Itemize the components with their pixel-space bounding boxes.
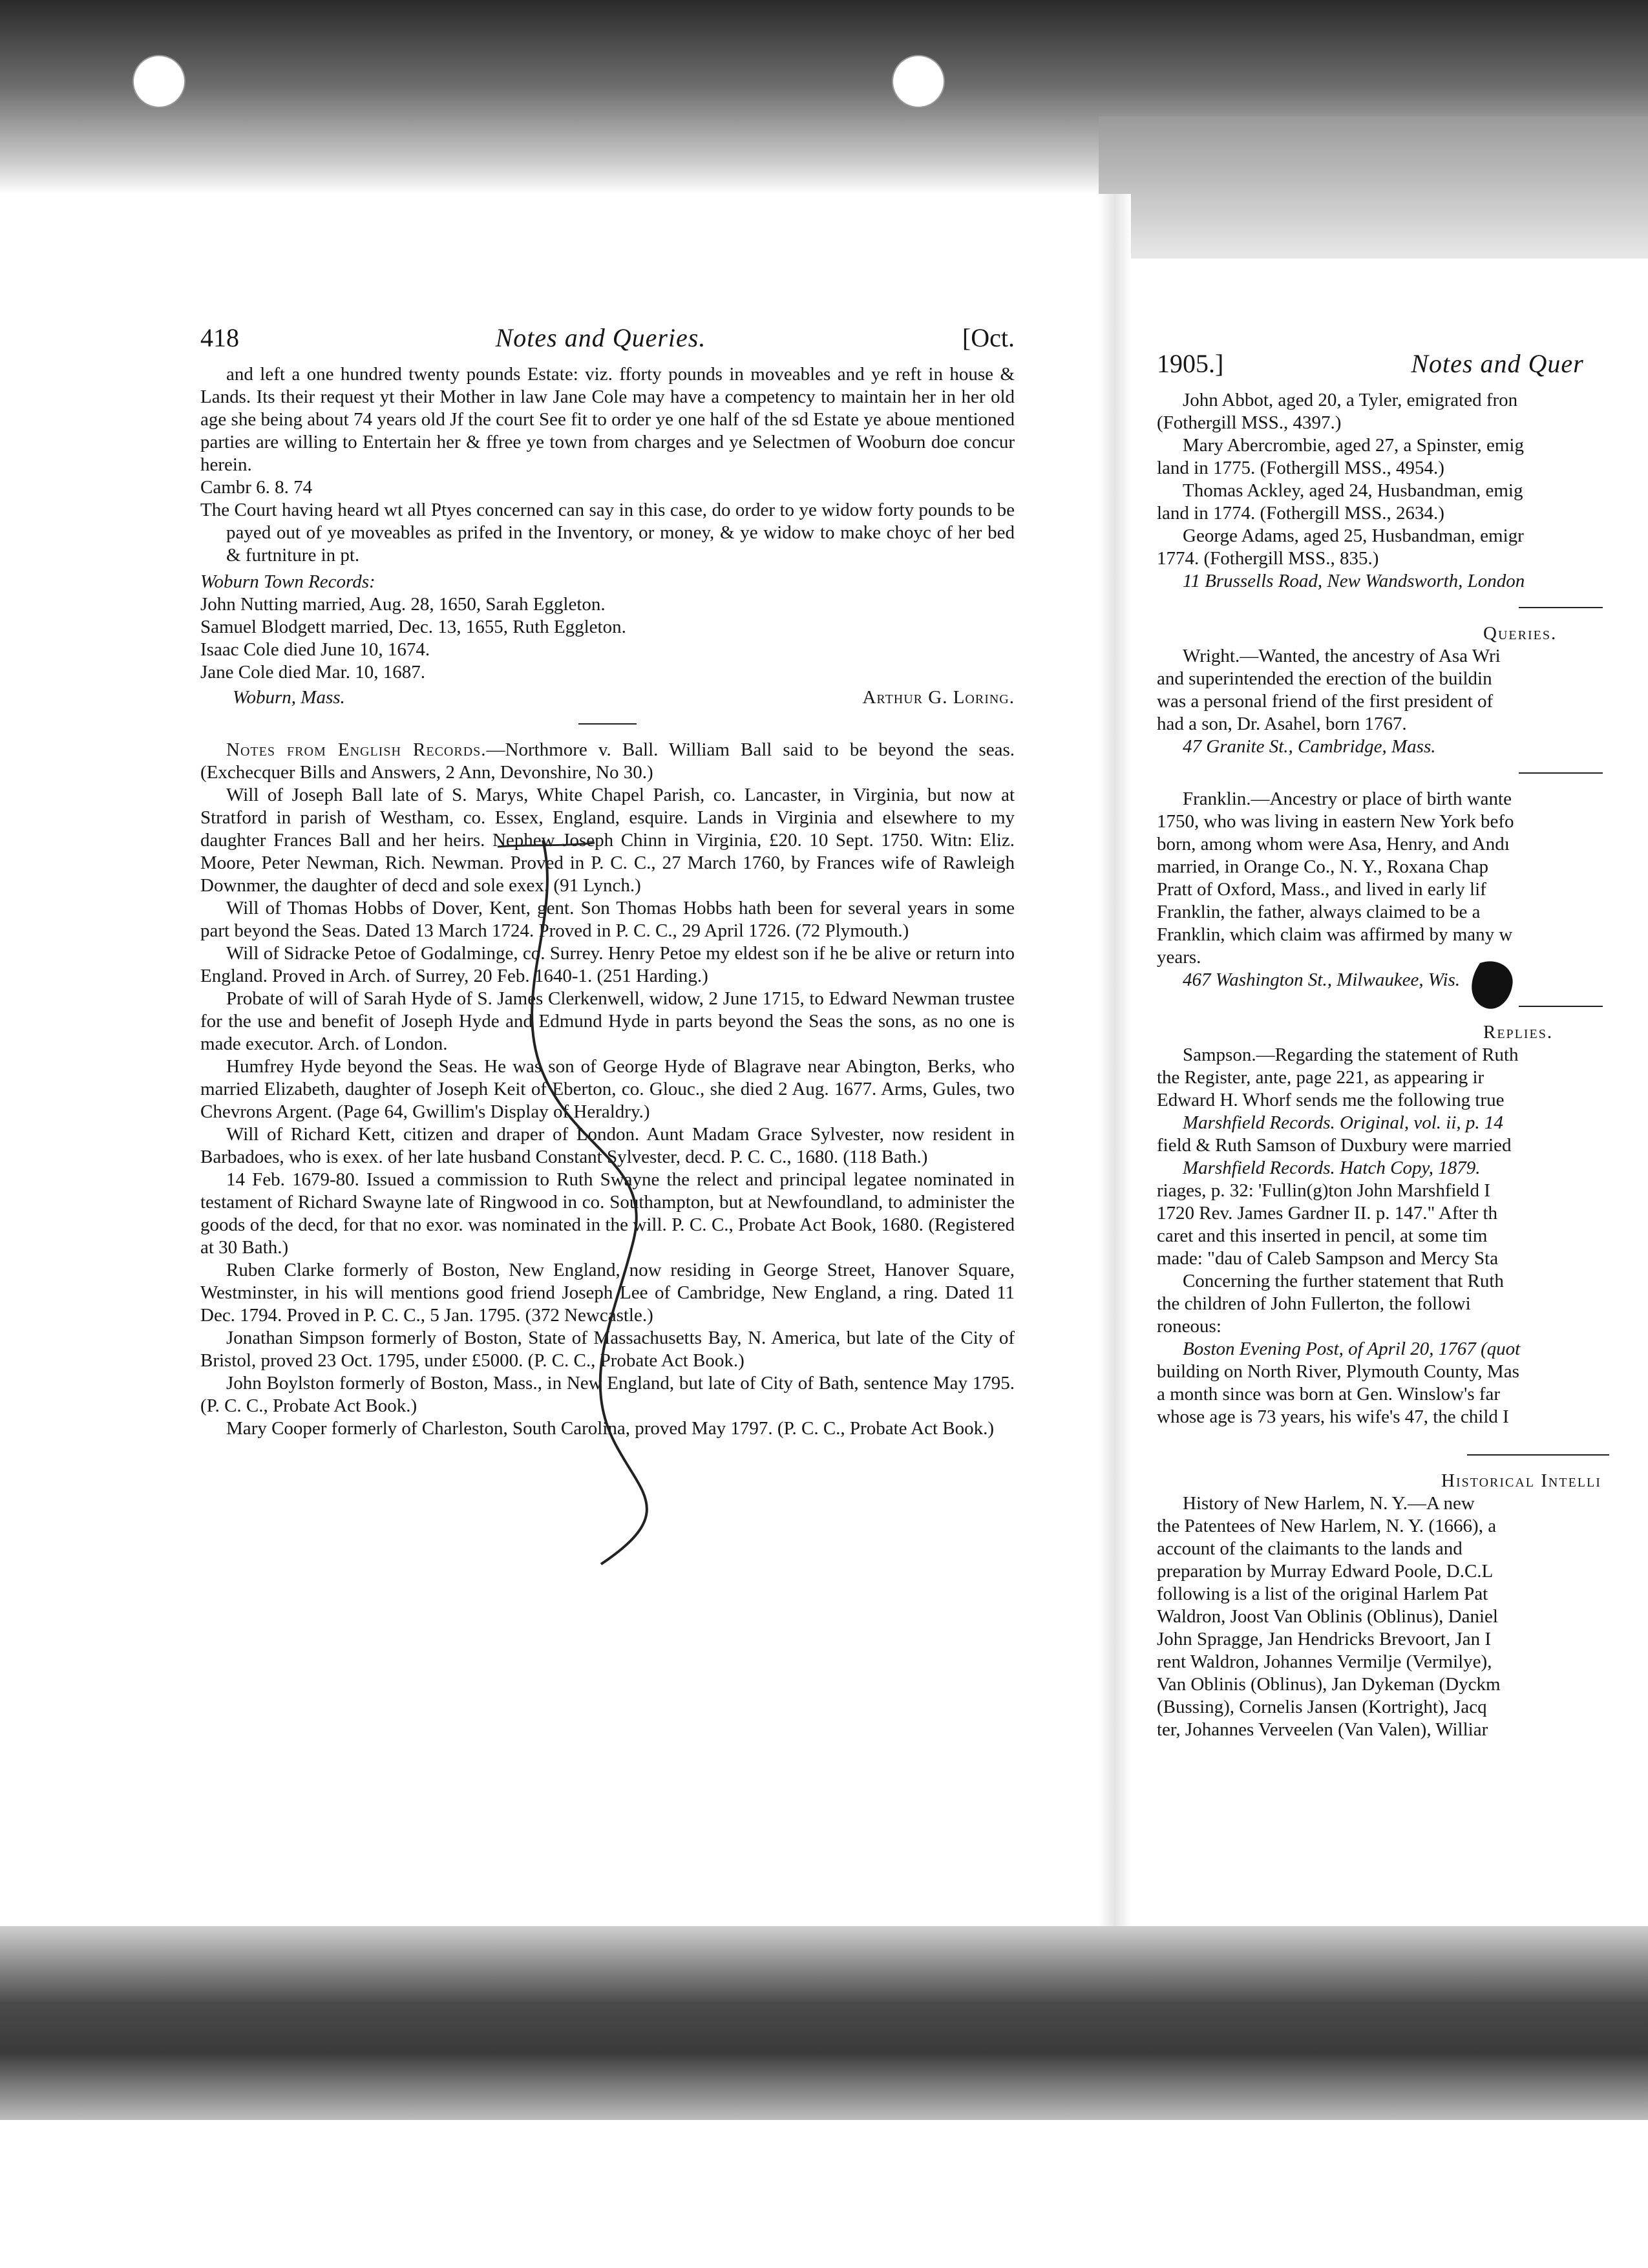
town-record: Samuel Blodgett married, Dec. 13, 1655, Ruth Eggleton. bbox=[200, 617, 626, 637]
replies-heading: Replies. bbox=[1483, 1022, 1554, 1043]
query-line: was a personal friend of the first president of bbox=[1157, 691, 1494, 712]
reply-line: riages, p. 32: 'Fullin(g)ton John Marshfield I bbox=[1157, 1180, 1490, 1201]
section-divider bbox=[1519, 1006, 1603, 1007]
right-page-year: 1905.] bbox=[1157, 352, 1224, 378]
town-record: Jane Cole died Mar. 10, 1687. bbox=[200, 662, 425, 683]
signature-place: Woburn, Mass. bbox=[233, 687, 345, 708]
reply-line: made: "dau of Caleb Sampson and Mercy Sta bbox=[1157, 1248, 1499, 1269]
english-records-first-entry: —Northmore v. Ball. William Ball said to be beyond the seas. (Exchecquer Bills and Answers, 2 Ann, Devonshire, No 30.) bbox=[200, 739, 1015, 783]
query-line: had a son, Dr. Asahel, born 1767. bbox=[1157, 714, 1407, 734]
history-line: John Spragge, Jan Hendricks Brevoort, Jan I bbox=[1157, 1629, 1492, 1649]
pen-annotation-stroke bbox=[485, 827, 756, 1571]
reply-line: caret and this inserted in pencil, at some tim bbox=[1157, 1225, 1488, 1246]
section-divider bbox=[1519, 607, 1603, 608]
emigrant-line: land in 1774. (Fothergill MSS., 2634.) bbox=[1157, 503, 1444, 524]
reply-line: the Register, ante, page 221, as appearing ir bbox=[1157, 1067, 1484, 1088]
record-entry: 14 Feb. 1679-80. Issued a commission to Ruth Swayne the relect and principal legatee nominated in testament of Richard Swayne late of Ringwood in co. Southampton, but at Newfoundland, to administer the goods of the decd, for that no exor. was nominated in the will. P. C. C., Probate Act Book, 1680. (Registered at 30 Bath.) bbox=[200, 1169, 1015, 1258]
reply-line: Boston Evening Post, of April 20, 1767 (quot bbox=[1183, 1339, 1521, 1359]
history-line: History of New Harlem, N. Y.—A new bbox=[1183, 1493, 1475, 1514]
record-entry: John Boylston formerly of Boston, Mass., in New England, but late of City of Bath, sentence May 1795. (P. C. C., Probate Act Book.) bbox=[200, 1373, 1015, 1416]
scan-shadow-bottom bbox=[0, 1926, 1648, 2120]
emigrant-line: Thomas Ackley, aged 24, Husbandman, emig bbox=[1183, 480, 1523, 501]
reply-line: a month since was born at Gen. Winslow's far bbox=[1157, 1384, 1501, 1404]
history-line: the Patentees of New Harlem, N. Y. (1666), a bbox=[1157, 1516, 1497, 1536]
intro-court-order: The Court having heard wt all Ptyes concerned can say in this case, do order to ye widow forty pounds to be payed out of ye moveables as prifed in the Inventory, or money, & ye widow to make choyc of her bed & furtniture in pt. bbox=[200, 500, 1015, 566]
signature-line bbox=[200, 686, 1015, 709]
town-records-heading: Woburn Town Records: bbox=[200, 571, 375, 592]
town-record: John Nutting married, Aug. 28, 1650, Sarah Eggleton. bbox=[200, 594, 606, 615]
ink-blot bbox=[1467, 957, 1519, 1015]
history-line: preparation by Murray Edward Poole, D.C.L bbox=[1157, 1561, 1494, 1582]
reply-line: building on North River, Plymouth County, Mas bbox=[1157, 1361, 1519, 1382]
record-entry: Mary Cooper formerly of Charleston, South Carolina, proved May 1797. (P. C. C., Probate Act Book.) bbox=[226, 1418, 995, 1439]
history-line: account of the claimants to the lands and bbox=[1157, 1538, 1463, 1559]
record-entry: Will of Joseph Ball late of S. Marys, White Chapel Parish, co. Lancaster, in Virginia, but now at Stratford in parish of Westham, co. Essex, England, esquire. Lands in Virginia and elsewhere to my daughter Frances Ball and her heirs. Nephew Joseph Chinn in Virginia, £20. 10 Sept. 1750. Witn: Eliz. Moore, Peter Newman, Rich. Newman. Proved in P. C. C., 27 March 1760, by Frances wife of Rawleigh Downmer, the daughter of decd and sole exex. (91 Lynch.) bbox=[200, 785, 1015, 896]
reply-line: field & Ruth Samson of Duxbury were married bbox=[1157, 1135, 1512, 1156]
emigrant-line: Mary Abercrombie, aged 27, a Spinster, emig bbox=[1183, 435, 1524, 456]
right-running-title: Notes and Quer bbox=[1411, 352, 1584, 378]
record-entry: Will of Sidracke Petoe of Godalminge, co. Surrey. Henry Petoe my eldest son if he be alive or return into England. Proved in Arch. of Surrey, 20 Feb. 1640-1. (251 Harding.) bbox=[200, 943, 1015, 986]
record-entry: Jonathan Simpson formerly of Boston, State of Massachusetts Bay, N. America, but late of the City of Bristol, proved 23 Oct. 1795, under £5000. (P. C. C., Probate Act Book.) bbox=[200, 1328, 1015, 1371]
header-month: [Oct. bbox=[962, 323, 1015, 352]
signature-name: Arthur G. Loring. bbox=[862, 687, 1015, 708]
query-line: Franklin, the father, always claimed to be a bbox=[1157, 902, 1481, 922]
binder-hole-left bbox=[132, 55, 185, 108]
reply-line: 1720 Rev. James Gardner II. p. 147." After th bbox=[1157, 1203, 1497, 1224]
page-number: 418 bbox=[200, 323, 239, 352]
reply-line: Edward H. Whorf sends me the following true bbox=[1157, 1090, 1505, 1110]
query-line: Pratt of Oxford, Mass., and lived in early lif bbox=[1157, 879, 1486, 900]
query-line: 1750, who was living in eastern New York befo bbox=[1157, 811, 1514, 832]
history-line: (Bussing), Cornelis Jansen (Kortright), Jacq bbox=[1157, 1697, 1487, 1717]
contributor-address: 467 Washington St., Milwaukee, Wis. bbox=[1183, 970, 1461, 990]
record-entry: Ruben Clarke formerly of Boston, New England, now residing in George Street, Hanover Square, Westminster, in his will mentions good friend Joseph Lee of Cambridge, New England, a ring. Dated 11 Dec. 1794. Proved in P. C. C., 5 Jan. 1795. (372 Newcastle.) bbox=[200, 1260, 1015, 1326]
history-line: Van Oblinis (Oblinus), Jan Dykeman (Dyckm bbox=[1157, 1674, 1501, 1695]
left-page-header bbox=[200, 323, 1015, 352]
query-line: years. bbox=[1157, 947, 1201, 968]
query-line: and superintended the erection of the buildin bbox=[1157, 668, 1492, 689]
query-line: Wright.—Wanted, the ancestry of Asa Wri bbox=[1183, 646, 1501, 666]
scan-shadow-right bbox=[1099, 116, 1648, 259]
intro-date: Cambr 6. 8. 74 bbox=[200, 477, 313, 498]
query-line: Franklin.—Ancestry or place of birth wante bbox=[1183, 789, 1512, 809]
history-line: ter, Johannes Verveelen (Van Valen), Williar bbox=[1157, 1719, 1488, 1740]
emigrant-line: land in 1775. (Fothergill MSS., 4954.) bbox=[1157, 458, 1444, 478]
queries-heading: Queries. bbox=[1483, 623, 1558, 644]
section-divider bbox=[1519, 772, 1603, 774]
record-entry: Will of Thomas Hobbs of Dover, Kent, gent. Son Thomas Hobbs hath been for several years in some part beyond the Seas. Dated 13 March 1724. Proved in P. C. C., 29 April 1726. (72 Plymouth.) bbox=[200, 898, 1015, 941]
emigrant-line: (Fothergill MSS., 4397.) bbox=[1157, 412, 1342, 433]
running-title: Notes and Queries. bbox=[495, 323, 706, 352]
binder-hole-right bbox=[892, 55, 945, 108]
section-divider bbox=[1467, 1454, 1609, 1456]
history-line: Waldron, Joost Van Oblinis (Oblinus), Daniel bbox=[1157, 1606, 1498, 1627]
section-divider bbox=[578, 723, 637, 725]
intro-paragraph: and left a one hundred twenty pounds Estate: viz. fforty pounds in moveables and ye reft in house & Lands. Its their request yt their Mother in law Jane Cole may have a competency to maintain her in her old age she being about 74 years old Jf the court See fit to order ye one half of the sd Estate ye aboue mentioned parties are willing to Entertain her & ffree ye town from charges and ye Selectmen of Wooburn doe concur herein. bbox=[200, 364, 1015, 475]
contributor-address: 11 Brussells Road, New Wandsworth, London bbox=[1183, 571, 1525, 591]
history-line: rent Waldron, Johannes Vermilje (Vermilye), bbox=[1157, 1651, 1492, 1672]
reply-line: Marshfield Records. Original, vol. ii, p. 14 bbox=[1183, 1112, 1503, 1133]
record-entry: Humfrey Hyde beyond the Seas. He was son of George Hyde of Blagrave near Abington, Berks, who married Elizabeth, daughter of Joseph Keit of Eberton, co. Glouc., she died 2 Aug. 1677. Arms, Gules, two Chevrons Argent. (Page 64, Gwillim's Display of Heraldry.) bbox=[200, 1056, 1015, 1122]
contributor-address: 47 Granite St., Cambridge, Mass. bbox=[1183, 736, 1436, 757]
historical-heading: Historical Intelli bbox=[1441, 1470, 1601, 1491]
record-entry: Will of Richard Kett, citizen and draper of London. Aunt Madam Grace Sylvester, now resident in Barbadoes, who is exex. of her late husband Constant Sylvester, decd. P. C. C., 1680. (118 Bath.) bbox=[200, 1124, 1015, 1167]
query-line: Franklin, which claim was affirmed by many w bbox=[1157, 924, 1513, 945]
english-records-intro bbox=[200, 739, 1015, 784]
english-records-heading: Notes from English Records. bbox=[226, 739, 487, 760]
query-line: born, among whom were Asa, Henry, and Andı bbox=[1157, 834, 1510, 854]
emigrant-line: 1774. (Fothergill MSS., 835.) bbox=[1157, 548, 1379, 569]
emigrant-line: George Adams, aged 25, Husbandman, emigr bbox=[1183, 525, 1524, 546]
history-line: following is a list of the original Harlem Pat bbox=[1157, 1584, 1488, 1604]
query-line: married, in Orange Co., N. Y., Roxana Chap bbox=[1157, 856, 1489, 877]
right-page bbox=[1157, 352, 1648, 1929]
reply-line: Sampson.—Regarding the statement of Ruth bbox=[1183, 1044, 1519, 1065]
town-record: Isaac Cole died June 10, 1674. bbox=[200, 639, 430, 660]
reply-line: roneous: bbox=[1157, 1316, 1221, 1337]
emigrant-line: John Abbot, aged 20, a Tyler, emigrated fron bbox=[1183, 390, 1518, 410]
right-page-header bbox=[1157, 352, 1648, 378]
reply-line: whose age is 73 years, his wife's 47, the child I bbox=[1157, 1406, 1509, 1427]
reply-line: Concerning the further statement that Ruth bbox=[1183, 1271, 1504, 1291]
reply-line: Marshfield Records. Hatch Copy, 1879. bbox=[1183, 1158, 1481, 1178]
record-entry: Probate of will of Sarah Hyde of S. James Clerkenwell, widow, 2 June 1715, to Edward Newman trustee for the use and benefit of Joseph Hyde and Edmund Hyde in parts beyond the Seas the sons, as no one is made executor. Arch. of London. bbox=[200, 988, 1015, 1054]
reply-line: the children of John Fullerton, the followi bbox=[1157, 1293, 1471, 1314]
book-spine bbox=[1099, 194, 1131, 1939]
